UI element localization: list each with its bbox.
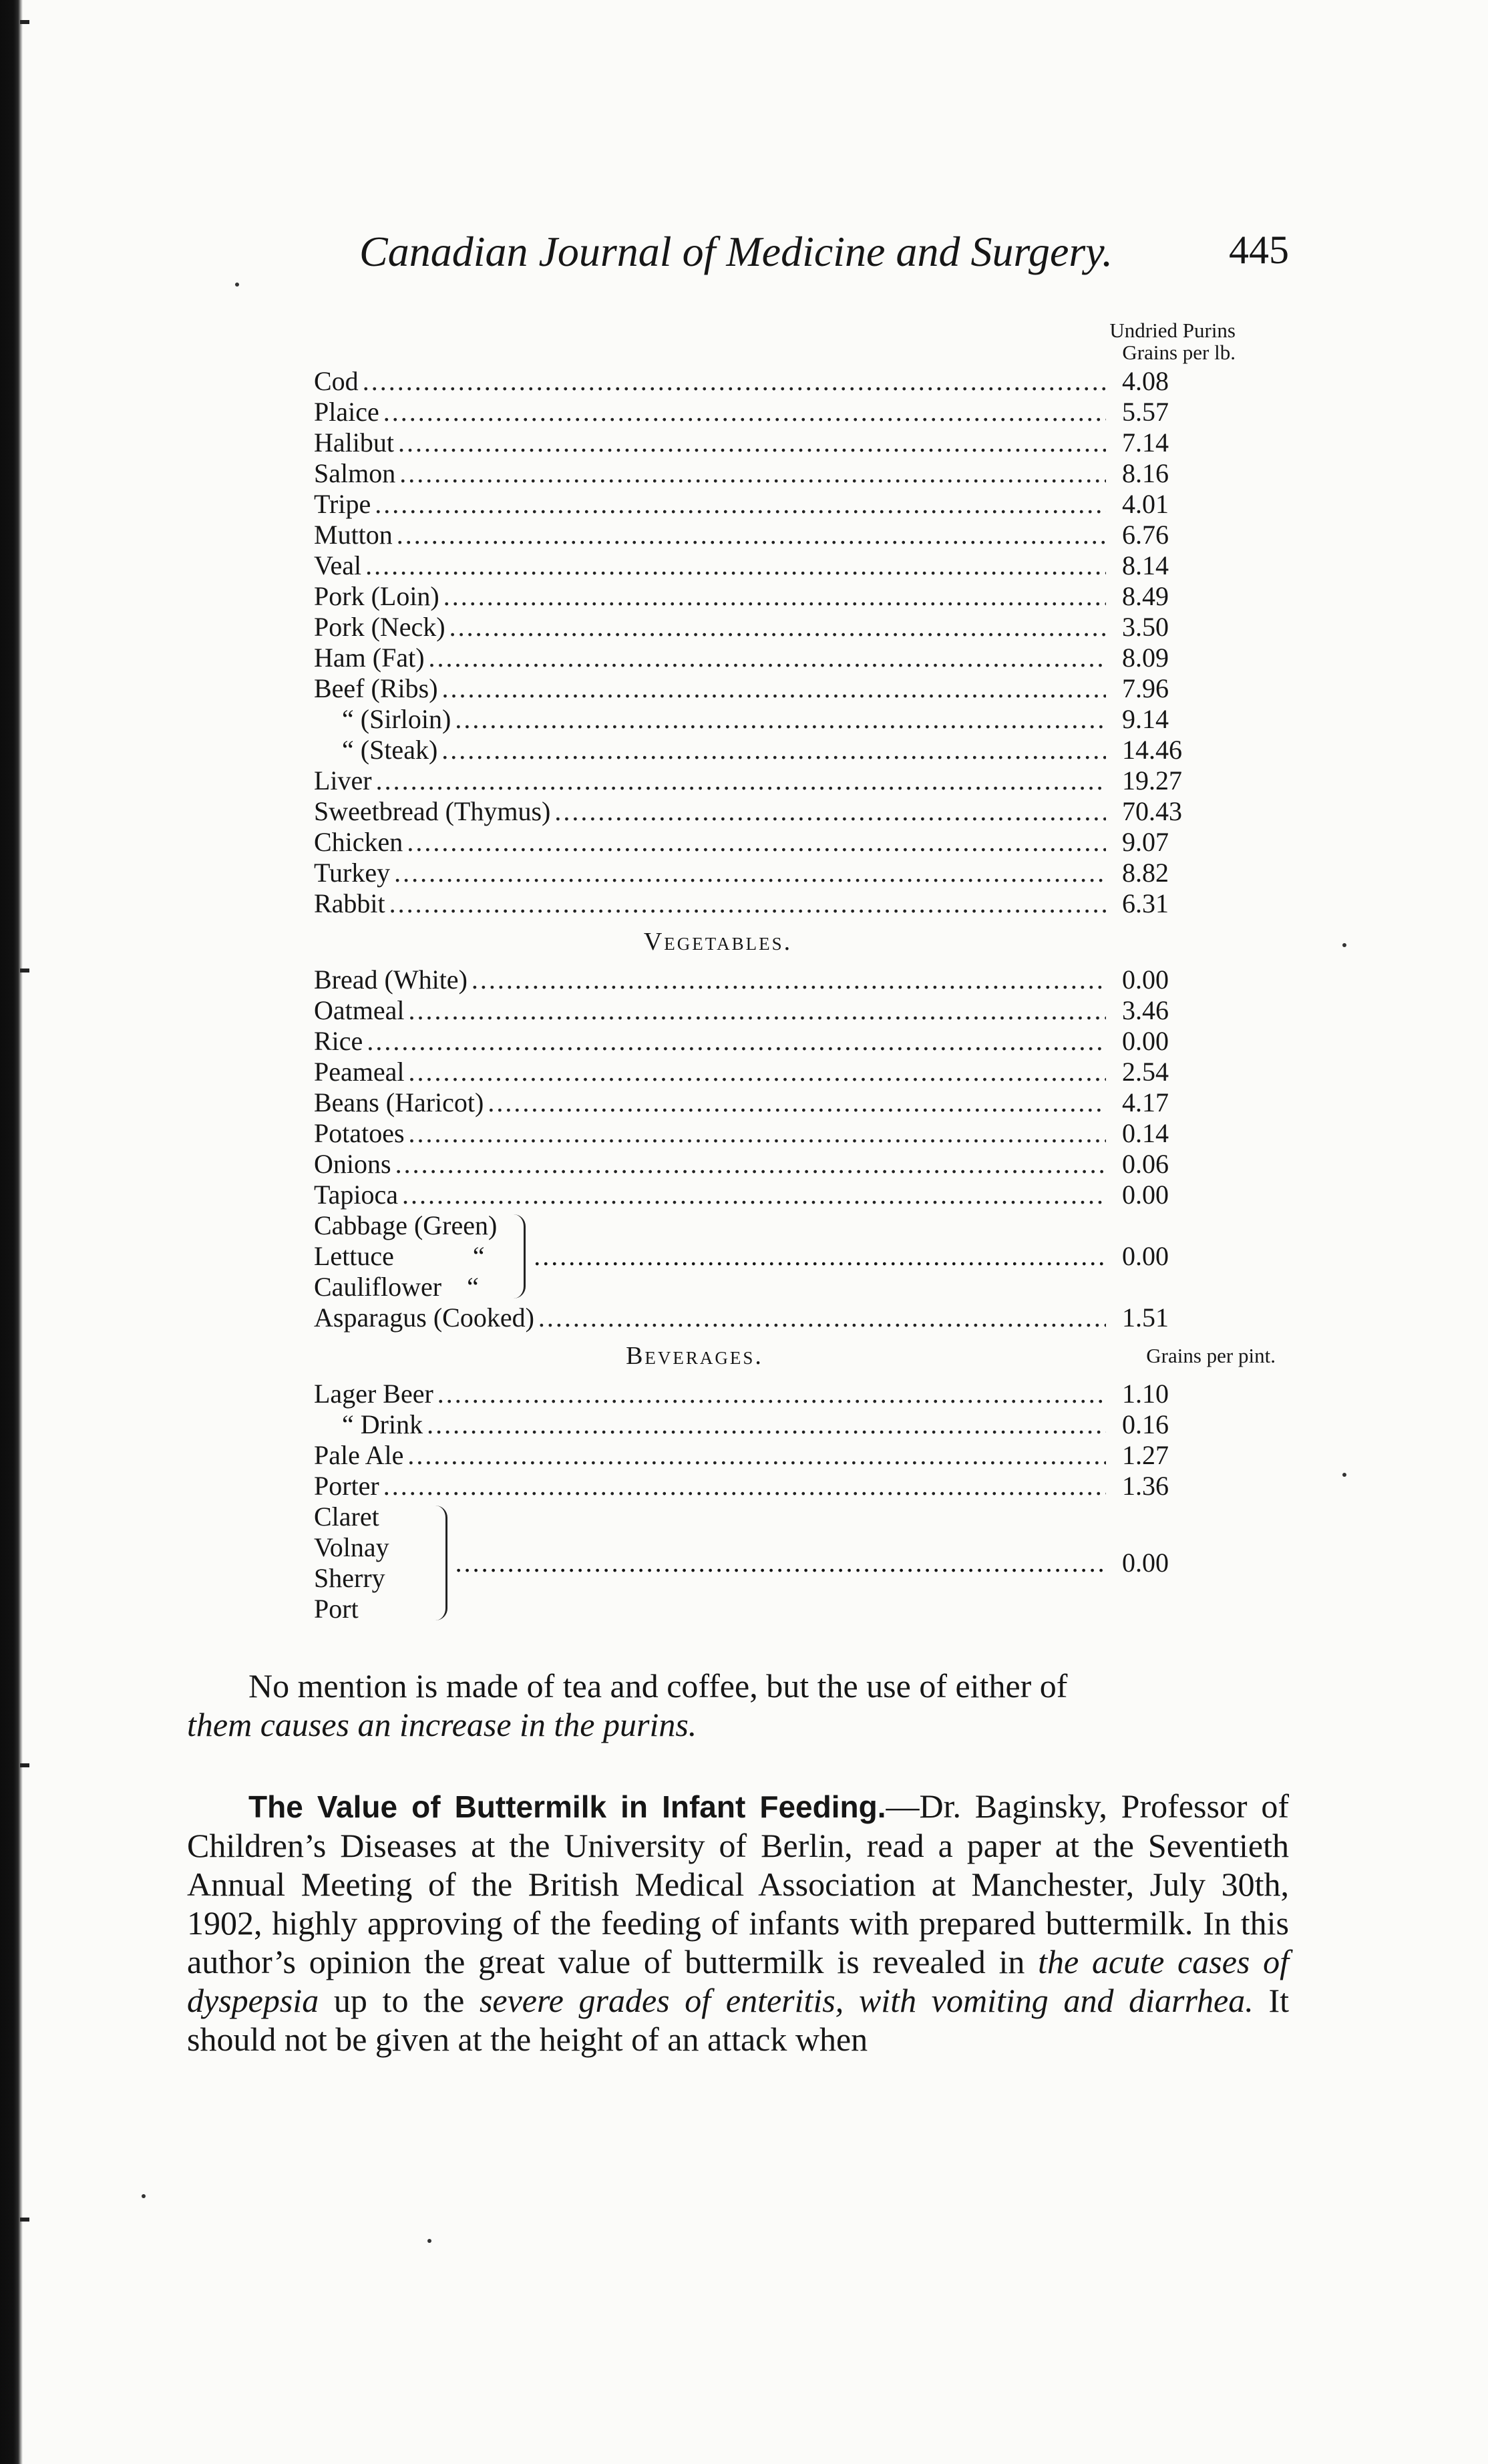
table-row [314,1026,1236,1057]
row-label: Lager Beer [314,1379,433,1409]
table-row [314,1440,1236,1471]
column-heading [1015,319,1236,363]
leader-dots [399,458,1106,489]
leader-dots [367,1026,1106,1057]
group-brace [506,1214,526,1298]
table-row [314,673,1236,704]
ink-speck [427,2239,431,2243]
row-value: 0.06 [1122,1149,1169,1179]
row-value: 3.50 [1122,612,1169,642]
leader-dots [402,1180,1106,1210]
note-line1: No mention is made of tea and coffee, but the use of either of [248,1667,1068,1705]
group-item [314,1502,389,1532]
leader-dots [538,1302,1106,1333]
group-item [314,1563,389,1594]
group-item [314,1594,389,1624]
vegetables-list [314,964,1236,1333]
row-value: 8.14 [1122,550,1169,580]
table-row [314,489,1236,520]
leader-dots [383,397,1106,427]
row-label: Veal [314,550,362,580]
leader-dots [395,1149,1106,1180]
beverages-list [314,1379,1236,1624]
row-value: 14.46 [1122,735,1182,765]
row-value: 19.27 [1122,765,1182,796]
beverages-heading-row [314,1333,1276,1379]
table-row [314,1409,1236,1440]
table-row [314,765,1236,796]
row-label: “ (Sirloin) [342,704,451,734]
column-heading-line1: Undried Purins [1109,319,1236,342]
row-label: Rice [314,1026,363,1056]
row-value: 1.10 [1122,1379,1169,1409]
row-value: 1.36 [1122,1471,1169,1501]
group-item-label: Claret [314,1502,379,1532]
table-row [314,520,1236,550]
ink-speck [142,2194,146,2198]
group-item-label: Lettuce [314,1241,394,1271]
table-row [314,827,1236,858]
table-row [314,581,1236,612]
row-label: Tripe [314,489,371,519]
group-value: 0.00 [1122,1548,1169,1578]
table-row [314,735,1236,765]
row-label: Ham (Fat) [314,643,425,673]
row-value: 0.14 [1122,1118,1169,1148]
leader-dots [365,550,1106,581]
row-label: Chicken [314,827,403,857]
row-value: 0.00 [1122,964,1169,995]
table-row [314,964,1236,995]
leader-dots [488,1087,1106,1118]
binding-fleck [20,2218,29,2222]
article-buttermilk [187,1787,1289,2059]
binding-edge [0,0,23,2464]
leader-dots [376,765,1106,796]
group-item-label: Sherry [314,1563,385,1593]
group-item [314,1532,389,1563]
row-value: 8.09 [1122,643,1169,673]
article-emphasis: severe grades of enteritis, with vomiting and diarrhea. [479,1982,1254,2019]
group-item-label: Port [314,1594,359,1624]
table-row [314,1118,1236,1149]
row-value: 6.31 [1122,888,1169,918]
row-label: Sweetbread (Thymus) [314,796,551,826]
closing-note [187,1666,1289,1744]
leader-dots [554,796,1106,827]
row-value: 4.01 [1122,489,1169,519]
row-label: “ (Steak) [342,735,438,765]
greens-group [314,1210,1236,1302]
group-item [314,1210,497,1241]
table-row [314,704,1236,735]
row-label: “ Drink [342,1409,423,1439]
leader-dots [455,1548,1106,1578]
row-value: 4.17 [1122,1087,1169,1117]
row-label: Rabbit [314,888,385,918]
group-item-label: Cabbage (Green) [314,1210,498,1240]
leader-dots [398,427,1106,458]
ditto-mark: “ [472,1241,485,1271]
article-text: up to the [319,1982,480,2019]
table-row [314,1379,1236,1409]
row-label: Beans (Haricot) [314,1087,484,1117]
ink-speck [1342,943,1346,947]
row-label: Liver [314,765,372,796]
row-value: 3.46 [1122,995,1169,1025]
row-value: 2.54 [1122,1057,1169,1087]
row-value: 0.00 [1122,1180,1169,1210]
article-text: —Dr. Baginsky, Professor of Children’s Diseases at the University of Berlin, read a paper at the Seventieth Annual Meeting of the British Medical Association at Manchester, July 30th, 1902, highly approving of the feeding of infants with prepared buttermilk. In this author’s opinion the great value of buttermilk is revealed in [187,1787,1289,1980]
row-value: 9.14 [1122,704,1169,734]
row-value: 8.82 [1122,858,1169,888]
row-value: 8.16 [1122,458,1169,488]
leader-dots [383,1471,1106,1502]
table-row [314,995,1236,1026]
table-row [314,796,1236,827]
binding-fleck [20,1763,29,1767]
running-header [187,227,1289,287]
leader-dots [437,1379,1106,1409]
wines-group [314,1502,1236,1624]
row-label: Pork (Loin) [314,581,439,611]
row-label: Porter [314,1471,379,1501]
row-label: Mutton [314,520,393,550]
article-title: The Value of Buttermilk in Infant Feeding. [248,1789,886,1824]
ink-speck [1342,1473,1346,1477]
leader-dots [409,995,1107,1026]
table-row [314,366,1236,397]
table-row [314,397,1236,427]
row-label: Oatmeal [314,995,405,1025]
row-label: Onions [314,1149,391,1179]
group-item-label: Cauliflower [314,1272,442,1302]
row-value: 1.27 [1122,1440,1169,1470]
row-label: Halibut [314,427,394,458]
row-label: Plaice [314,397,379,427]
row-value: 6.76 [1122,520,1169,550]
row-value: 9.07 [1122,827,1169,857]
leader-dots [409,1118,1106,1149]
row-value: 0.00 [1122,1026,1169,1056]
leader-dots [455,704,1106,735]
beverages-heading: Beverages. [626,1342,763,1370]
table-row [314,1180,1236,1210]
row-label: Turkey [314,858,391,888]
purin-table [314,319,1276,1624]
row-value: 1.51 [1122,1302,1169,1333]
leader-dots [397,520,1106,550]
ditto-mark: “ [467,1272,479,1302]
row-label: Peameal [314,1057,405,1087]
wines-names [314,1502,389,1624]
leader-dots [472,964,1106,995]
group-item [314,1241,497,1272]
binding-fleck [20,20,29,24]
group-value: 0.00 [1122,1241,1169,1271]
leader-dots [363,366,1106,397]
row-label: Potatoes [314,1118,405,1148]
leader-dots [442,673,1106,704]
leader-dots [429,643,1106,673]
leader-dots [375,489,1106,520]
beverages-unit: Grains per pint. [1146,1344,1276,1367]
table-row [314,1471,1236,1502]
leader-dots [407,827,1106,858]
row-label: Salmon [314,458,396,488]
table-row [314,1087,1236,1118]
binding-fleck [20,969,29,973]
row-value: 7.96 [1122,673,1169,703]
leader-dots [443,581,1106,612]
row-label: Beef (Ribs) [314,673,438,703]
table-row [314,458,1236,489]
table-row [314,427,1236,458]
row-label: Pale Ale [314,1440,404,1470]
table-row [314,612,1236,643]
page-number: 445 [1229,228,1289,272]
article-paragraph [187,1787,1289,2059]
table-row [314,888,1236,919]
leader-dots [441,735,1106,765]
table-row [314,1149,1236,1180]
table-row [314,1057,1236,1087]
note-line2: them causes an increase in the purins. [187,1706,697,1743]
row-label: Bread (White) [314,964,468,995]
table-row [314,550,1236,581]
row-value: 4.08 [1122,366,1169,396]
table-row [314,858,1236,888]
row-label: Tapioca [314,1180,399,1210]
leader-dots [409,1057,1107,1087]
leader-dots [449,612,1106,643]
row-label: Asparagus (Cooked) [314,1302,534,1333]
column-heading-line2: Grains per lb. [1122,341,1236,364]
journal-title: Canadian Journal of Medicine and Surgery. [359,228,1113,275]
leader-dots [427,1409,1106,1440]
leader-dots [407,1440,1106,1471]
leader-dots [534,1241,1106,1272]
group-brace [428,1506,447,1620]
table-row [314,1302,1236,1333]
group-item-label: Volnay [314,1532,389,1562]
row-label: Pork (Neck) [314,612,445,642]
article-emphasis: the acute cases of dyspepsia [187,1943,1289,2019]
group-item [314,1272,497,1302]
row-value: 0.16 [1122,1409,1169,1439]
meats-list [314,366,1236,919]
row-value: 5.57 [1122,397,1169,427]
article-text: It should not be given at the height of an attack when [187,1982,1289,2058]
leader-dots [389,888,1106,919]
row-value: 8.49 [1122,581,1169,611]
row-value: 7.14 [1122,427,1169,458]
vegetables-heading: Vegetables. [643,928,793,956]
greens-names [314,1210,497,1302]
row-label: Cod [314,366,359,396]
table-row [314,643,1236,673]
leader-dots [394,858,1106,888]
row-value: 70.43 [1122,796,1182,826]
